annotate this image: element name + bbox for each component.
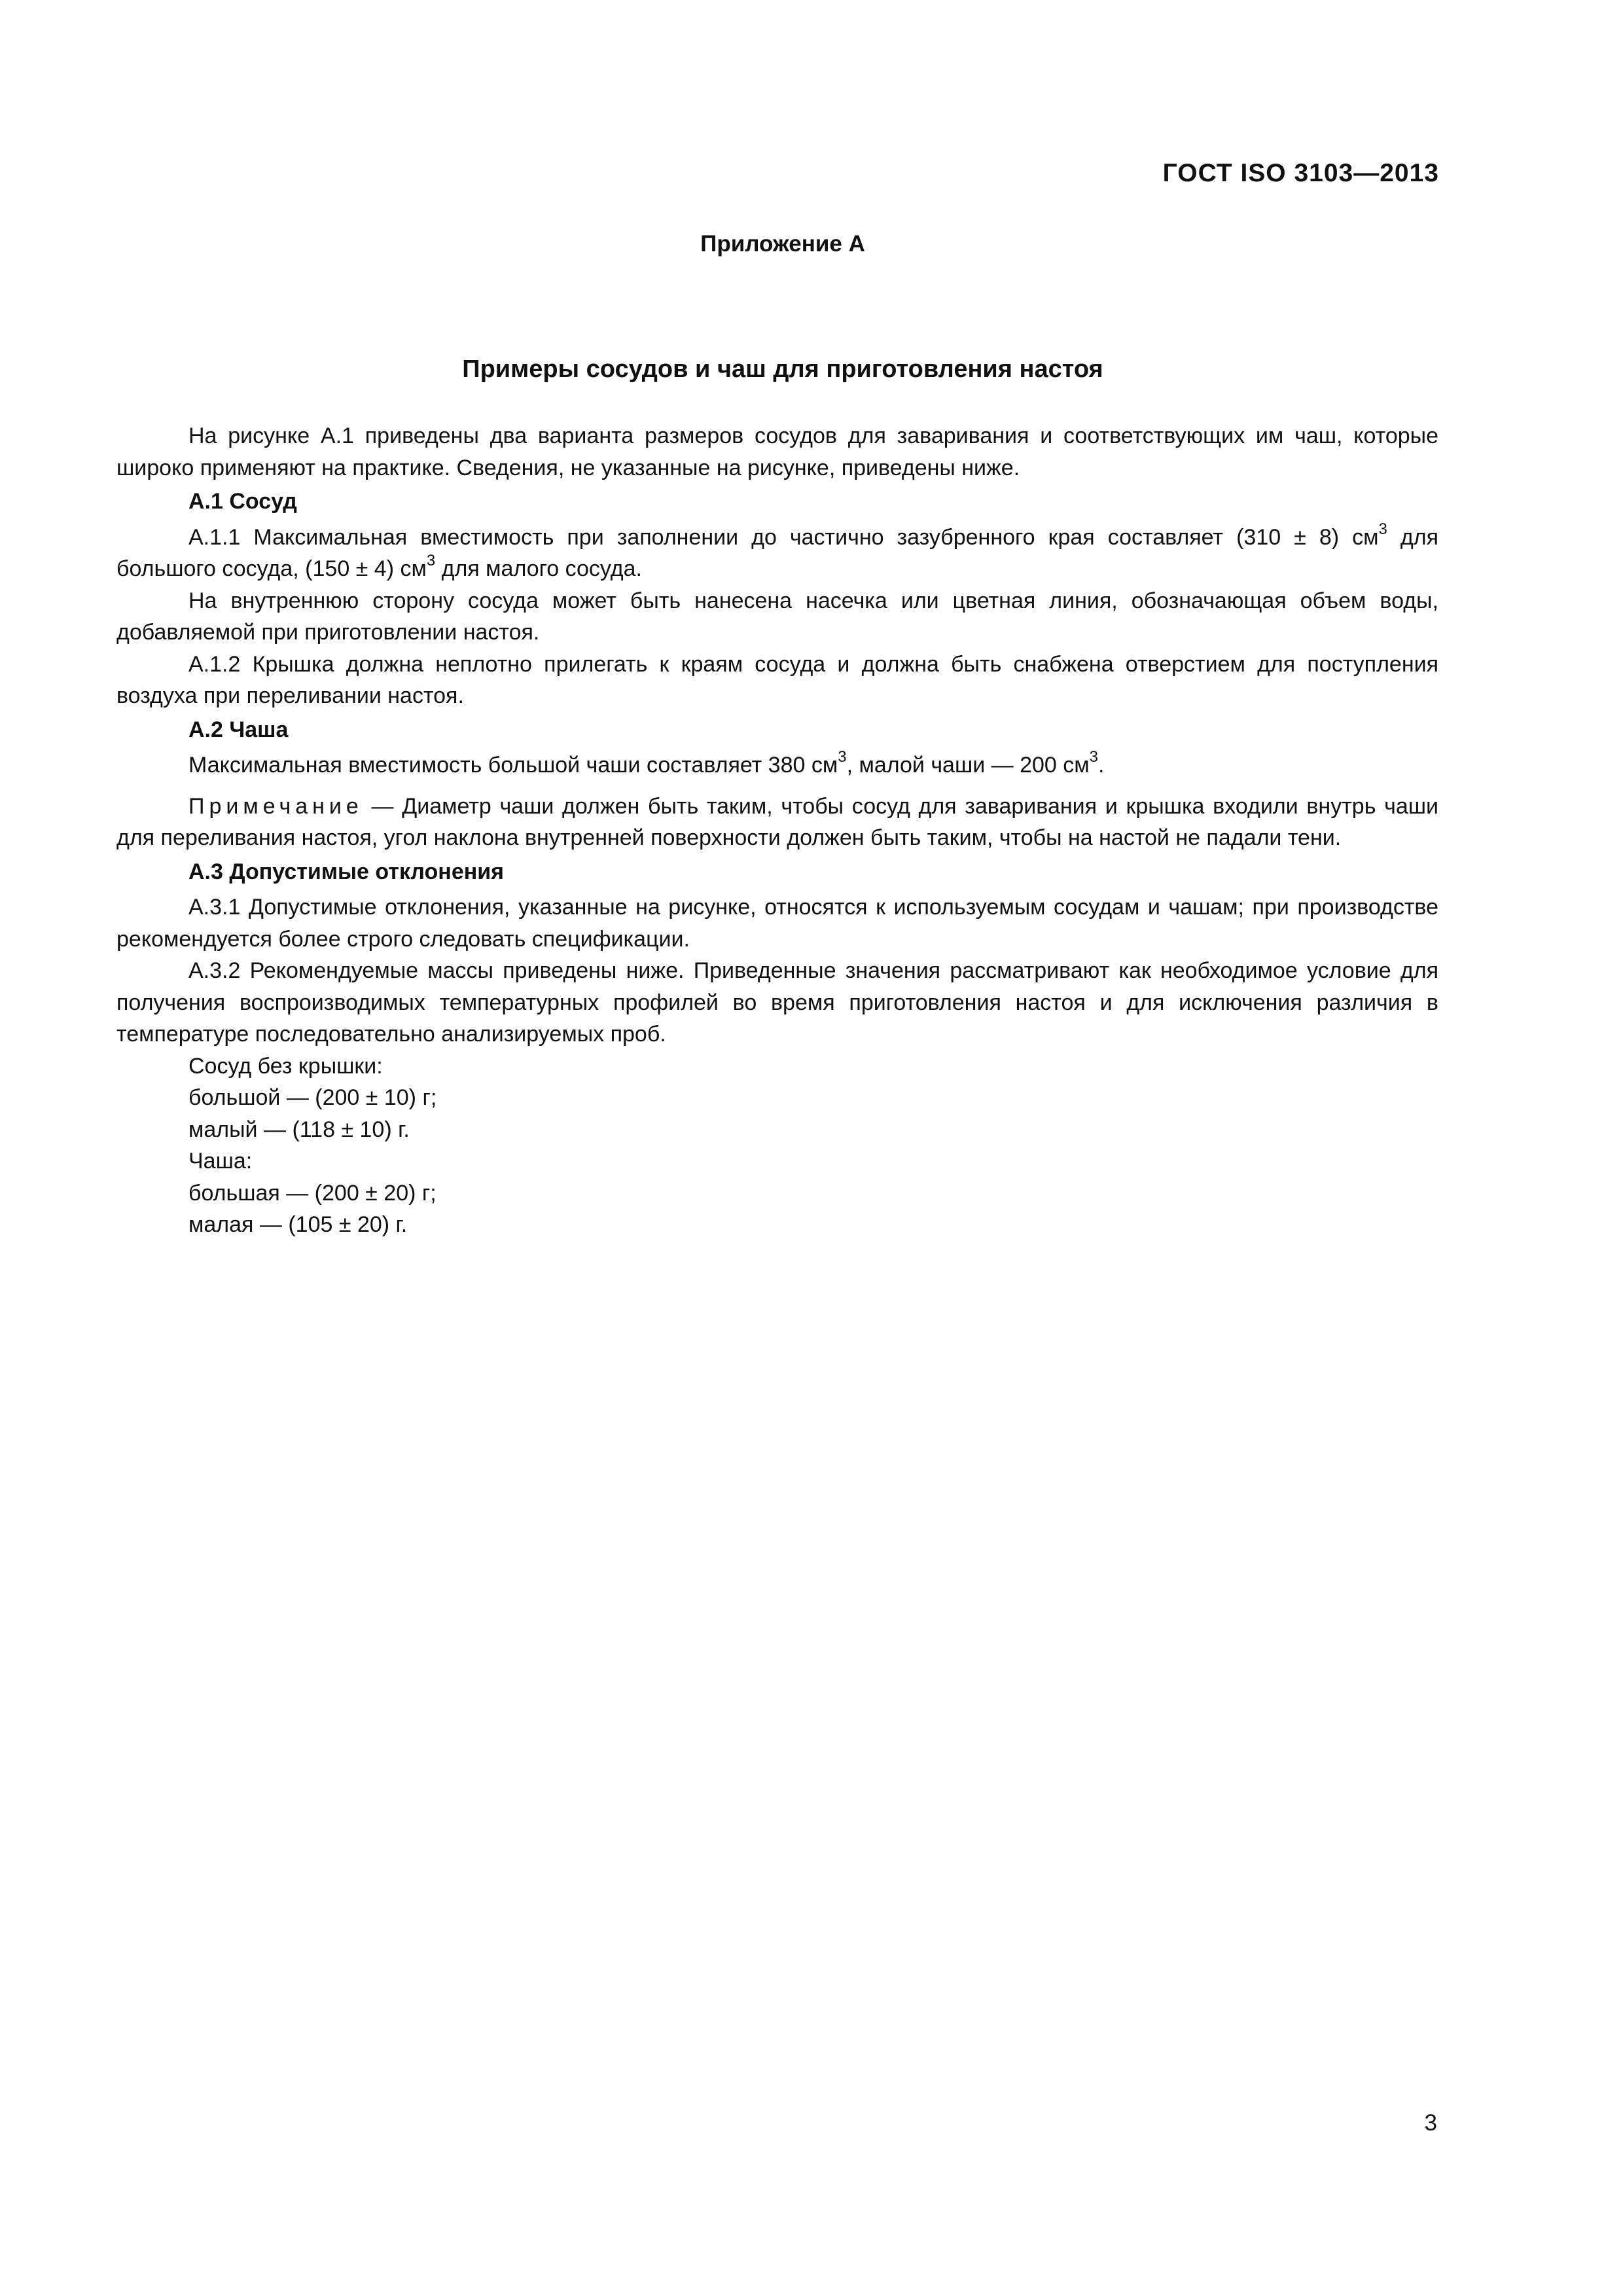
a1-1-paragraph — [116, 522, 1438, 585]
mass-list-item: Чаша: — [188, 1149, 253, 1174]
a1-1-text-c: для малого сосуда. — [435, 556, 642, 581]
cubic-superscript: 3 — [426, 552, 436, 569]
a1-1-text-b: для большого сосуда, (150 ± 4) см — [116, 524, 1438, 581]
a2-text-b: , малой чаши — 200 см — [846, 753, 1090, 778]
intro-paragraph: На рисунке А.1 приведены два варианта размеров сосудов для заваривания и соответствующих им чаш, которые широко применяют на практике. Сведения, не указанные на рисунке, приведены ниже. — [116, 423, 1438, 480]
a3-1-paragraph: А.3.1 Допустимые отклонения, указанные на рисунке, относятся к используемым сосудам и чашам; при производстве рекомендуется более строго следовать спецификации. — [116, 895, 1438, 952]
mass-list-item: малый — (118 ± 10) г. — [188, 1117, 410, 1142]
section-a2-heading: А.2 Чаша — [188, 717, 289, 742]
mass-list-item: Сосуд без крышки: — [188, 1053, 383, 1079]
appendix-title: Примеры сосудов и чаш для приготовления настоя — [462, 355, 1103, 383]
a1-2-paragraph: А.1.2 Крышка должна неплотно прилегать к краям сосуда и должна быть снабжена отверстием для поступления воздуха при переливании настоя. — [116, 651, 1438, 708]
appendix-label: Приложение А — [700, 231, 865, 257]
section-a3-heading: А.3 Допустимые отклонения — [188, 859, 505, 884]
mass-list-item: малая — (105 ± 20) г. — [188, 1212, 408, 1237]
mass-list-item: большая — (200 ± 20) г; — [188, 1180, 437, 1206]
cubic-superscript: 3 — [838, 748, 847, 766]
body-text — [116, 420, 1438, 1241]
cubic-superscript: 3 — [1089, 748, 1099, 766]
note-text: — Диаметр чаши должен быть таким, чтобы сосуд для заваривания и крышка входили внутрь чаши для переливания настоя, угол наклона внутренней поверхности должен быть таким, чтобы на настой не падали тени. — [116, 793, 1438, 850]
mass-list-item: большой — (200 ± 10) г; — [188, 1085, 437, 1110]
note-label: Примечание — [188, 793, 363, 819]
standard-code-header: ГОСТ ISO 3103—2013 — [1162, 159, 1439, 187]
a3-2-paragraph: А.3.2 Рекомендуемые массы приведены ниже. Приведенные значения рассматривают как необходимое условие для получения воспроизводимых температурных профилей во время приготовления настоя и для исключения различия в температуре последовательно анализируемых проб. — [116, 958, 1438, 1047]
a1-marking-paragraph: На внутреннюю сторону сосуда может быть нанесена насечка или цветная линия, обозначающая объем воды, добавляемой при приготовлении настоя. — [116, 588, 1438, 645]
a1-1-text-a: А.1.1 Максимальная вместимость при заполнении до частично зазубренного края составляет (310 ± 8) см — [188, 524, 1379, 550]
page-number: 3 — [1424, 2110, 1437, 2136]
a2-note-paragraph — [116, 791, 1438, 854]
a2-text-c: . — [1098, 753, 1105, 778]
a2-text-a: Максимальная вместимость большой чаши составляет 380 см — [188, 753, 838, 778]
section-a1-heading: А.1 Сосуд — [188, 489, 297, 514]
a2-capacity-paragraph — [116, 749, 1438, 781]
cubic-superscript: 3 — [1378, 520, 1387, 538]
